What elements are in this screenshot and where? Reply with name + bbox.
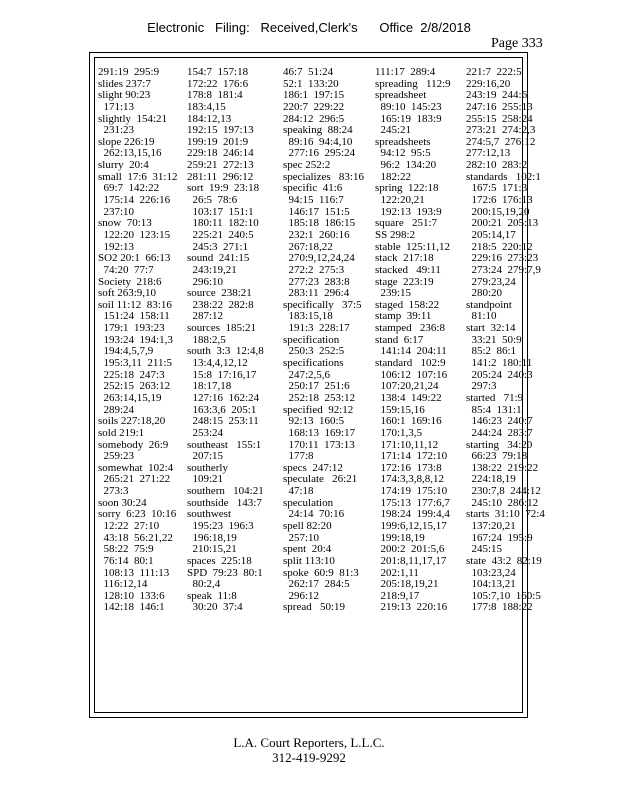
page-number: Page 333 bbox=[491, 36, 543, 51]
index-entry: 178:8 181:4 bbox=[187, 89, 243, 102]
index-entry: started 71:9 bbox=[466, 391, 524, 404]
index-entry: southeast 155:1 bbox=[187, 438, 262, 451]
index-entry: 252:18 253:12 bbox=[283, 391, 356, 404]
index-entry: 184:12,13 bbox=[187, 112, 232, 125]
index-entry: 18:17,18 bbox=[187, 380, 232, 393]
index-entry: SPD 79:23 80:1 bbox=[187, 566, 263, 579]
index-entry: 243:19,21 bbox=[187, 263, 237, 276]
index-entry: 244:24 283:7 bbox=[466, 426, 533, 439]
index-entry: spreadsheets bbox=[375, 135, 431, 148]
index-entry: 281:11 296:12 bbox=[187, 170, 254, 183]
index-entry: 225:18 247:3 bbox=[98, 368, 165, 381]
index-column-2 bbox=[187, 67, 267, 614]
index-entry: 96:2 134:20 bbox=[375, 159, 437, 172]
index-entry: stacked 49:11 bbox=[375, 263, 441, 276]
index-entry: 199:19 201:9 bbox=[187, 135, 249, 148]
index-entry: 183:4,15 bbox=[187, 100, 226, 113]
index-entry: 207:15 bbox=[187, 450, 224, 463]
index-entry: 182:22 bbox=[375, 170, 412, 183]
index-entry: 274:5,7 276:12 bbox=[466, 135, 536, 148]
index-entry: spaces 225:18 bbox=[187, 554, 252, 567]
index-entry: 105:7,10 160:5 bbox=[466, 589, 541, 602]
index-entry: 106:12 107:16 bbox=[375, 368, 448, 381]
index-entry: 108:13 111:13 bbox=[98, 566, 170, 579]
index-entry: 15:8 17:16,17 bbox=[187, 368, 257, 381]
index-entry: 199:6,12,15,17 bbox=[375, 519, 447, 532]
index-entry: 229:18 246:14 bbox=[187, 147, 254, 160]
index-entry: 163:3,6 205:1 bbox=[187, 403, 257, 416]
index-entry: 283:11 296:4 bbox=[283, 287, 350, 300]
index-entry: sorry 6:23 10:16 bbox=[98, 508, 177, 521]
index-entry: 250:3 252:5 bbox=[283, 345, 345, 358]
index-entry: 137:20,21 bbox=[466, 519, 516, 532]
index-entry: 259:23 bbox=[98, 450, 135, 463]
index-entry: 238:22 282:8 bbox=[187, 298, 254, 311]
index-entry: 284:12 296:5 bbox=[283, 112, 345, 125]
index-entry: 127:16 162:24 bbox=[187, 391, 260, 404]
index-entry: spring 122:18 bbox=[375, 182, 439, 195]
index-entry: 237:10 bbox=[98, 205, 135, 218]
index-entry: staged 158:22 bbox=[375, 298, 440, 311]
index-entry: 253:24 bbox=[187, 426, 224, 439]
index-entry: SO2 20:1 66:13 bbox=[98, 252, 171, 265]
index-entry: slides 237:7 bbox=[98, 77, 151, 90]
index-entry: 255:15 258:24 bbox=[466, 112, 533, 125]
index-entry: 167:5 171:3 bbox=[466, 182, 528, 195]
index-entry: 250:17 251:6 bbox=[283, 380, 350, 393]
index-entry: stage 223:19 bbox=[375, 275, 434, 288]
index-entry: 151:24 158:11 bbox=[98, 310, 170, 323]
index-entry: 80:2,4 bbox=[187, 578, 221, 591]
index-entry: 210:15,21 bbox=[187, 543, 237, 556]
index-entry: spoke 60:9 81:3 bbox=[283, 566, 359, 579]
index-entry: 230:7,8 244:12 bbox=[466, 485, 541, 498]
index-entry: southern 104:21 bbox=[187, 485, 264, 498]
index-entry: 24:14 70:16 bbox=[283, 508, 345, 521]
index-entry: specific 41:6 bbox=[283, 182, 343, 195]
index-entry: square 251:7 bbox=[375, 217, 438, 230]
index-entry: stamp 39:11 bbox=[375, 310, 432, 323]
index-entry: 232:1 260:16 bbox=[283, 228, 350, 241]
index-entry: 270:9,12,24,24 bbox=[283, 252, 355, 265]
index-entry: 146:23 240:7 bbox=[466, 415, 533, 428]
index-entry: speak 11:8 bbox=[187, 589, 237, 602]
index-entry: 201:8,11,17,17 bbox=[375, 554, 447, 567]
index-entry: 259:21 272:13 bbox=[187, 159, 254, 172]
index-entry: 192:13 bbox=[98, 240, 135, 253]
index-entry: 267:18,22 bbox=[283, 240, 333, 253]
index-entry: specifications bbox=[283, 357, 344, 370]
filing-header: Electronic Filing: Received,Clerk's Office 2/8/2018 bbox=[147, 20, 471, 35]
index-entry: slope 226:19 bbox=[98, 135, 155, 148]
index-column-4 bbox=[375, 67, 455, 614]
index-entry: 170:11 173:13 bbox=[283, 438, 355, 451]
index-entry: standards 102:1 bbox=[466, 170, 541, 183]
index-entry: 141:14 204:11 bbox=[375, 345, 447, 358]
index-entry: split 113:10 bbox=[283, 554, 335, 567]
index-entry: 183:15,18 bbox=[283, 310, 333, 323]
index-entry: 76:14 80:1 bbox=[98, 554, 154, 567]
index-entry: 279:23,24 bbox=[466, 275, 516, 288]
index-entry: Society 218:6 bbox=[98, 275, 162, 288]
index-entry: 287:12 bbox=[187, 310, 224, 323]
index-entry: stamped 236:8 bbox=[375, 322, 445, 335]
index-entry: soil 11:12 83:16 bbox=[98, 298, 172, 311]
index-entry: 154:7 157:18 bbox=[187, 66, 249, 78]
index-entry: 107:20,21,24 bbox=[375, 380, 439, 393]
index-entry: 69:7 142:22 bbox=[98, 182, 160, 195]
index-entry: 94:12 95:5 bbox=[375, 147, 431, 160]
index-entry: slight 90:23 bbox=[98, 89, 151, 102]
index-entry: 128:10 133:6 bbox=[98, 589, 165, 602]
index-entry: 265:21 271:22 bbox=[98, 473, 171, 486]
index-entry: 252:15 263:12 bbox=[98, 380, 171, 393]
index-entry: 103:17 151:1 bbox=[187, 205, 254, 218]
index-entry: 229:16 273:23 bbox=[466, 252, 539, 265]
index-entry: specification bbox=[283, 333, 340, 346]
index-entry: 291:19 295:9 bbox=[98, 66, 160, 78]
index-entry: 138:4 149:22 bbox=[375, 391, 442, 404]
index-entry: 103:23,24 bbox=[466, 566, 516, 579]
index-entry: specified 92:12 bbox=[283, 403, 354, 416]
index-entry: 179:1 193:23 bbox=[98, 322, 165, 335]
index-entry: southerly bbox=[187, 461, 228, 474]
index-entry: spec 252:2 bbox=[283, 159, 331, 172]
index-entry: south 3:3 12:4,8 bbox=[187, 345, 264, 358]
index-entry: speculate 26:21 bbox=[283, 473, 358, 486]
index-entry: 122:20,21 bbox=[375, 194, 425, 207]
index-column-3 bbox=[283, 67, 363, 614]
index-entry: 245:21 bbox=[375, 124, 412, 137]
index-entry: 43:18 56:21,22 bbox=[98, 531, 173, 544]
index-entry: 46:7 51:24 bbox=[283, 66, 334, 78]
index-entry: 30:20 37:4 bbox=[187, 601, 243, 614]
index-entry: sort 19:9 23:18 bbox=[187, 182, 260, 195]
index-entry: 192:15 197:13 bbox=[187, 124, 254, 137]
index-entry: speculation bbox=[283, 496, 334, 509]
index-entry: 141:2 180:11 bbox=[466, 357, 533, 370]
footer-phone: 312-419-9292 bbox=[272, 750, 346, 765]
index-entry: 205:14,17 bbox=[466, 228, 516, 241]
index-entry: 85:2 86:1 bbox=[466, 345, 517, 358]
index-entry: 177:8 188:22 bbox=[466, 601, 533, 614]
index-entry: 199:18,19 bbox=[375, 531, 425, 544]
index-entry: stable 125:11,12 bbox=[375, 240, 451, 253]
index-entry: 205:24 240:3 bbox=[466, 368, 533, 381]
index-entry: 277:23 283:8 bbox=[283, 275, 350, 288]
index-entry: 194:4,5,7,9 bbox=[98, 345, 154, 358]
index-entry: 245:15 bbox=[466, 543, 503, 556]
index-entry: 116:12,14 bbox=[98, 578, 148, 591]
index-column-1 bbox=[98, 67, 178, 614]
index-entry: 195:23 196:3 bbox=[187, 519, 254, 532]
index-column-5 bbox=[466, 67, 546, 614]
index-entry: 218:5 220:12 bbox=[466, 240, 533, 253]
index-entry: 142:18 146:1 bbox=[98, 601, 165, 614]
index-entry: soils 227:18,20 bbox=[98, 415, 166, 428]
index-entry: 138:22 219:22 bbox=[466, 461, 539, 474]
index-entry: somebody 26:9 bbox=[98, 438, 169, 451]
index-entry: soon 30:24 bbox=[98, 496, 147, 509]
index-entry: 280:20 bbox=[466, 287, 503, 300]
index-entry: 175:14 226:16 bbox=[98, 194, 171, 207]
index-entry: 231:23 bbox=[98, 124, 135, 137]
index-entry: 263:14,15,19 bbox=[98, 391, 162, 404]
index-entry: 221:7 222:5 bbox=[466, 66, 522, 78]
index-entry: 202:1,11 bbox=[375, 566, 419, 579]
index-entry: soft 263:9,10 bbox=[98, 287, 157, 300]
index-entry: sold 219:1 bbox=[98, 426, 145, 439]
index-entry: southside 143:7 bbox=[187, 496, 262, 509]
index-entry: 171:10,11,12 bbox=[375, 438, 439, 451]
index-entry: spread 50:19 bbox=[283, 601, 346, 614]
index-entry: 188:2,5 bbox=[187, 333, 226, 346]
index-entry: 296:12 bbox=[283, 589, 320, 602]
index-entry: starting 34:20 bbox=[466, 438, 533, 451]
index-entry: 282:10 283:2 bbox=[466, 159, 528, 172]
index-entry: 229:16,20 bbox=[466, 77, 511, 90]
index-entry: 167:24 195:9 bbox=[466, 531, 533, 544]
index-entry: sources 185:21 bbox=[187, 322, 257, 335]
index-entry: slightly 154:21 bbox=[98, 112, 168, 125]
index-entry: stack 217:18 bbox=[375, 252, 434, 265]
index-entry: stand 6:17 bbox=[375, 333, 424, 346]
index-entry: 172:22 176:6 bbox=[187, 77, 249, 90]
index-entry: small 17:6 31:12 bbox=[98, 170, 178, 183]
index-entry: 74:20 77:7 bbox=[98, 263, 154, 276]
index-entry: 224:18,19 bbox=[466, 473, 516, 486]
index-entry: standard 102:9 bbox=[375, 357, 446, 370]
index-entry: speaking 88:24 bbox=[283, 124, 353, 137]
index-entry: 177:8 bbox=[283, 450, 314, 463]
index-entry: 89:10 145:23 bbox=[375, 100, 442, 113]
index-entry: 122:20 123:15 bbox=[98, 228, 171, 241]
index-entry: 218:9,17 bbox=[375, 589, 420, 602]
index-entry: 191:3 228:17 bbox=[283, 322, 350, 335]
index-entry: 109:21 bbox=[187, 473, 224, 486]
index-entry: 170:1,3,5 bbox=[375, 426, 423, 439]
index-entry: 180:11 182:10 bbox=[187, 217, 259, 230]
index-entry: 159:15,16 bbox=[375, 403, 425, 416]
index-entry: 247:16 255:13 bbox=[466, 100, 533, 113]
index-entry: 47:18 bbox=[283, 485, 314, 498]
index-entry: 248:15 253:11 bbox=[187, 415, 259, 428]
index-entry: 273:3 bbox=[98, 485, 129, 498]
index-entry: 220:7 229:22 bbox=[283, 100, 345, 113]
index-entry: 245:10 286:12 bbox=[466, 496, 539, 509]
index-entry: 111:17 289:4 bbox=[375, 66, 436, 78]
index-entry: 174:19 175:10 bbox=[375, 485, 448, 498]
index-entry: 262:13,15,16 bbox=[98, 147, 162, 160]
footer-company: L.A. Court Reporters, L.L.C. bbox=[233, 735, 385, 750]
index-entry: spent 20:4 bbox=[283, 543, 332, 556]
index-entry: 52:1 133:20 bbox=[283, 77, 339, 90]
index-entry: 171:13 bbox=[98, 100, 135, 113]
index-entry: 92:13 160:5 bbox=[283, 415, 345, 428]
index-entry: 146:17 151:5 bbox=[283, 205, 350, 218]
index-entry: 200:21 205:13 bbox=[466, 217, 539, 230]
index-entry: start 32:14 bbox=[466, 322, 516, 335]
index-entry: 12:22 27:10 bbox=[98, 519, 160, 532]
index-entry: 89:16 94:4,10 bbox=[283, 135, 353, 148]
index-entry: SS 298:2 bbox=[375, 228, 416, 241]
index-entry: 174:3,3,8,8,12 bbox=[375, 473, 445, 486]
index-entry: spell 82:20 bbox=[283, 519, 332, 532]
index-entry: 277:16 295:24 bbox=[283, 147, 356, 160]
index-entry: specs 247:12 bbox=[283, 461, 343, 474]
index-entry: standpoint bbox=[466, 298, 512, 311]
index-entry: 247:2,5,6 bbox=[283, 368, 331, 381]
index-entry: 198:24 199:4,4 bbox=[375, 508, 450, 521]
index-entry: 219:13 220:16 bbox=[375, 601, 448, 614]
index-entry: source 238:21 bbox=[187, 287, 252, 300]
index-entry: 66:23 79:18 bbox=[466, 450, 528, 463]
index-entry: 262:17 284:5 bbox=[283, 578, 350, 591]
index-entry: 297:3 bbox=[466, 380, 497, 393]
index-entry: 193:24 194:1,3 bbox=[98, 333, 173, 346]
index-entry: 192:13 193:9 bbox=[375, 205, 442, 218]
index-entry: slurry 20:4 bbox=[98, 159, 149, 172]
index-entry: snow 70:13 bbox=[98, 217, 152, 230]
index-entry: 205:18,19,21 bbox=[375, 578, 439, 591]
index-entry: 257:10 bbox=[283, 531, 320, 544]
index-entry: 58:22 75:9 bbox=[98, 543, 154, 556]
index-entry: 168:13 169:17 bbox=[283, 426, 356, 439]
index-entry: 225:21 240:5 bbox=[187, 228, 254, 241]
index-entry: 13:4,4,12,12 bbox=[187, 357, 248, 370]
index-entry: 200:15,19,20 bbox=[466, 205, 530, 218]
index-entry: specifically 37:5 bbox=[283, 298, 362, 311]
index-entry: somewhat 102:4 bbox=[98, 461, 174, 474]
index-entry: specializes 83:16 bbox=[283, 170, 364, 183]
index-entry: 160:1 169:16 bbox=[375, 415, 442, 428]
index-entry: 171:14 172:10 bbox=[375, 450, 448, 463]
index-entry: 85:4 131:1 bbox=[466, 403, 522, 416]
index-entry: 172:16 173:8 bbox=[375, 461, 442, 474]
index-entry: 172:6 176:13 bbox=[466, 194, 533, 207]
index-entry: 175:13 177:6,7 bbox=[375, 496, 450, 509]
index-entry: spreading 112:9 bbox=[375, 77, 451, 90]
index-entry: 196:18,19 bbox=[187, 531, 237, 544]
index-entry: 243:19 244:6 bbox=[466, 89, 528, 102]
index-entry: spreadsheet bbox=[375, 89, 427, 102]
index-entry: 200:2 201:5,6 bbox=[375, 543, 445, 556]
index-entry: state 43:2 82:19 bbox=[466, 554, 542, 567]
index-entry: 186:1 197:15 bbox=[283, 89, 345, 102]
index-entry: 289:24 bbox=[98, 403, 135, 416]
index-entry: 81:10 bbox=[466, 310, 497, 323]
index-entry: 94:15 116:7 bbox=[283, 194, 344, 207]
index-entry: 185:18 186:15 bbox=[283, 217, 356, 230]
index-entry: 296:10 bbox=[187, 275, 224, 288]
index-entry: 165:19 183:9 bbox=[375, 112, 442, 125]
index-entry: southwest bbox=[187, 508, 231, 521]
index-entry: 272:2 275:3 bbox=[283, 263, 345, 276]
index-entry: sound 241:15 bbox=[187, 252, 250, 265]
index-entry: 33:21 50:9 bbox=[466, 333, 522, 346]
index-entry: 245:3 271:1 bbox=[187, 240, 249, 253]
index-entry: 277:12,13 bbox=[466, 147, 511, 160]
index-entry: 239:15 bbox=[375, 287, 412, 300]
index-entry: 26:5 78:6 bbox=[187, 194, 238, 207]
index-entry: starts 31:10 72:4 bbox=[466, 508, 545, 521]
index-entry: 273:24 279:7,9 bbox=[466, 263, 541, 276]
index-entry: 195:3,11 211:5 bbox=[98, 357, 173, 370]
index-entry: 104:13,21 bbox=[466, 578, 516, 591]
index-entry: 273:21 274:2,3 bbox=[466, 124, 536, 137]
